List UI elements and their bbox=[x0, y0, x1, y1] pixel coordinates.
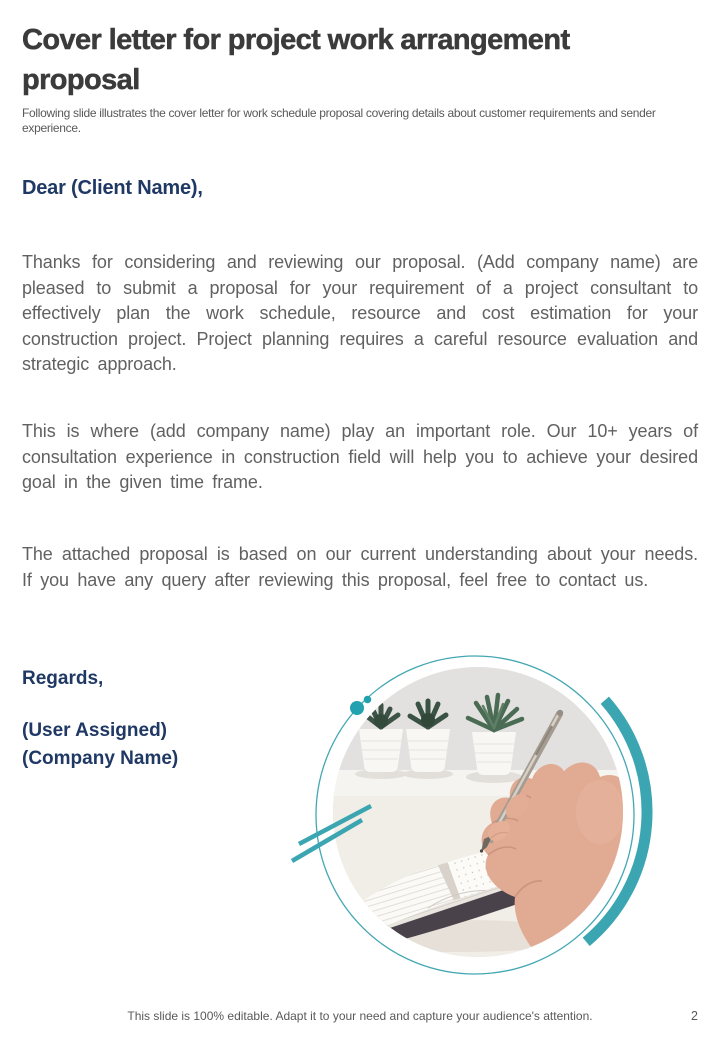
artwork-svg bbox=[270, 620, 720, 1010]
page-number: 2 bbox=[691, 1009, 698, 1023]
signature-user: (User Assigned) bbox=[22, 720, 167, 741]
page-title: Cover letter for project work arrangement proposal bbox=[22, 24, 570, 96]
plant-pots bbox=[359, 729, 516, 775]
letter-paragraph-2: This is where (add company name) play an important role. Our 10+ years of consultation experience in construction field will help you to achieve your desired goal in the given time frame. bbox=[22, 421, 698, 492]
footer-note: This slide is 100% editable. Adapt it to your need and capture your audience's attention. bbox=[127, 1009, 593, 1023]
letter-paragraph-3: The attached proposal is based on our current understanding about your needs. If you have any query after reviewing this proposal, feel free to contact us. bbox=[22, 544, 698, 590]
decorative-artwork bbox=[270, 620, 720, 1010]
salutation: Dear (Client Name), bbox=[22, 177, 203, 199]
page-subtitle: Following slide illustrates the cover letter for work schedule proposal covering details about customer requirements and sender experience. bbox=[22, 106, 656, 135]
letter-paragraph-1: Thanks for considering and reviewing our proposal. (Add company name) are pleased to submit a proposal for your requirement of a project consultant to effectively plan the work schedule, resource and cost estimation for your construction project. Project planning requires a careful resource evaluation and strategic approach. bbox=[22, 252, 698, 374]
teal-dots bbox=[350, 696, 371, 715]
signature-company: (Company Name) bbox=[22, 747, 179, 769]
signature-block bbox=[22, 717, 178, 772]
closing: Regards, bbox=[22, 668, 104, 689]
